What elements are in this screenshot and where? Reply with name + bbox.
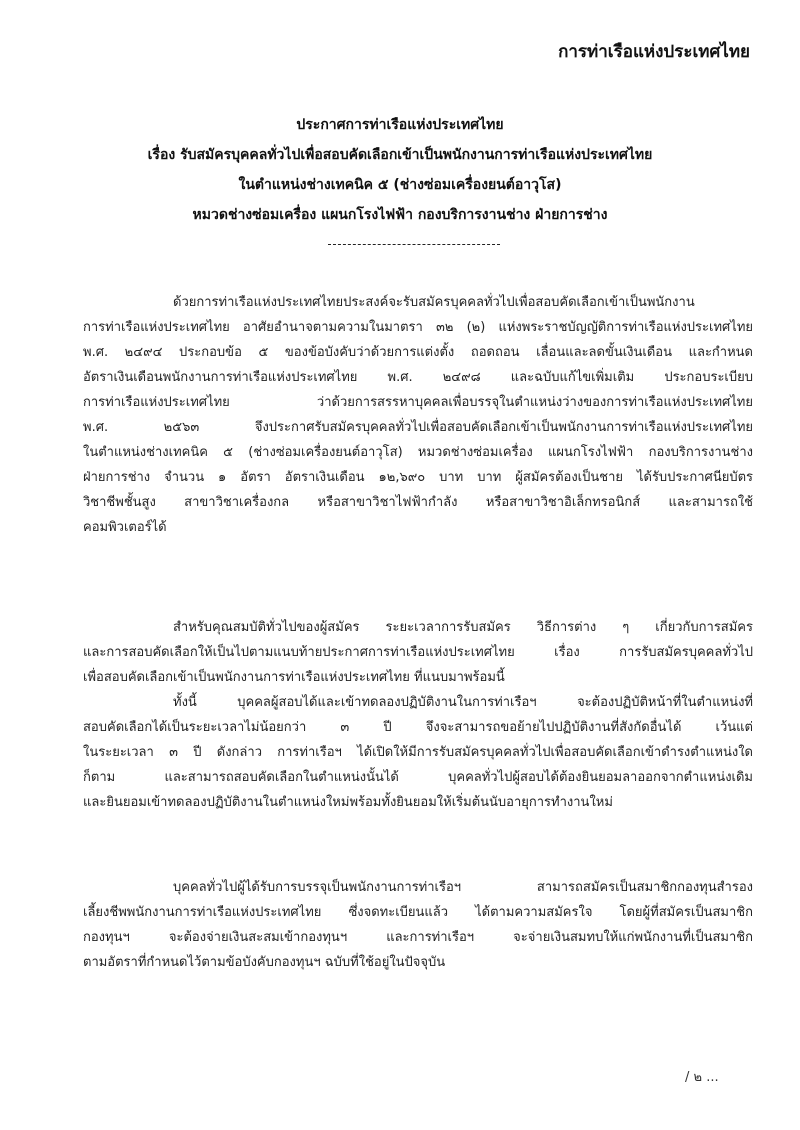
paragraph-line: ทั้งนี้ บุคคลผู้สอบได้และเข้าทดลองปฏิบัติงานในการท่าเรือฯ จะต้องปฏิบัติหน้าที่ในตำแหน่งที่ bbox=[173, 695, 753, 710]
paragraph-line: อัตราเงินเดือนพนักงานการท่าเรือแห่งประเทศไทย พ.ศ. ๒๔๙๘ และฉบับแก้ไขเพิ่มเติม ประกอบระเบียบ bbox=[83, 370, 753, 385]
paragraph-line: ด้วยการท่าเรือแห่งประเทศไทยประสงค์จะรับสมัครบุคคลทั่วไปเพื่อสอบคัดเลือกเข้าเป็นพนักงาน bbox=[173, 295, 695, 310]
title-divider bbox=[328, 244, 500, 245]
paragraph-line: ในระยะเวลา ๓ ปี ดังกล่าว การท่าเรือฯ ได้เปิดให้มีการรับสมัครบุคคลทั่วไปเพื่อสอบคัดเลือกเข้าดำรงตำแหน่งใด bbox=[83, 745, 753, 760]
paragraph-line: เลี้ยงชีพพนักงานการท่าเรือแห่งประเทศไทย ซึ่งจดทะเบียนแล้ว ได้ตามความสมัครใจ โดยผู้ที่สมัครเป็นสมาชิก bbox=[83, 905, 753, 920]
paragraph-line: กองทุนฯ จะต้องจ่ายเงินสะสมเข้ากองทุนฯ และการท่าเรือฯ จะจ่ายเงินสมทบให้แก่พนักงานที่เป็นสมาชิก bbox=[83, 930, 753, 945]
paragraph-4 bbox=[83, 875, 753, 975]
paragraph-line: บุคคลทั่วไปผู้ได้รับการบรรจุเป็นพนักงานการท่าเรือฯ สามารถสมัครเป็นสมาชิกกองทุนสำรอง bbox=[173, 880, 753, 895]
paragraph-line: การท่าเรือแห่งประเทศไทย ว่าด้วยการสรรหาบุคคลเพื่อบรรจุในตำแหน่งว่างของการท่าเรือแห่งประเทศไทย bbox=[83, 395, 753, 410]
paragraph-line: และยินยอมเข้าทดลองปฏิบัติงานในตำแหน่งใหม่พร้อมทั้งยินยอมให้เริ่มต้นนับอายุการทำงานใหม่ bbox=[83, 795, 613, 810]
paragraph-line: เพื่อสอบคัดเลือกเข้าเป็นพนักงานการท่าเรือแห่งประเทศไทย ที่แนบมาพร้อมนี้ bbox=[83, 670, 505, 685]
page-continuation-marker: / ๒ ... bbox=[685, 1070, 719, 1085]
organization-header: การท่าเรือแห่งประเทศไทย bbox=[558, 42, 750, 62]
paragraph-line: ฝ่ายการช่าง จำนวน ๑ อัตรา อัตราเงินเดือน ๑๒,๖๙๐ บาท บาท ผู้สมัครต้องเป็นชาย ได้รับประกาศนียบัตร bbox=[83, 470, 753, 485]
paragraph-line: ตามอัตราที่กำหนดไว้ตามข้อบังคับกองทุนฯ ฉบับที่ใช้อยู่ในปัจจุบัน bbox=[83, 955, 446, 970]
paragraph-2 bbox=[83, 615, 753, 690]
paragraph-line: วิชาชีพชั้นสูง สาขาวิชาเครื่องกล หรือสาขาวิชาไฟฟ้ากำลัง หรือสาขาวิชาอิเล็กทรอนิกส์ และสามารถใช้ bbox=[83, 495, 753, 510]
paragraph-line: สอบคัดเลือกได้เป็นระยะเวลาไม่น้อยกว่า ๓ ปี จึงจะสามารถขอย้ายไปปฏิบัติงานที่สังกัดอื่นได้ เว้นแต่ bbox=[83, 720, 753, 735]
title-line-position: ในตำแหน่งช่างเทคนิค ๕ (ช่างซ่อมเครื่องยนต์อาวุโส) bbox=[238, 177, 562, 193]
paragraph-line: การท่าเรือแห่งประเทศไทย อาศัยอำนาจตามความในมาตรา ๓๒ (๒) แห่งพระราชบัญญัติการท่าเรือแห่งประเทศไทย bbox=[83, 320, 753, 335]
title-line-subject: เรื่อง รับสมัครบุคคลทั่วไปเพื่อสอบคัดเลือกเข้าเป็นพนักงานการท่าเรือแห่งประเทศไทย bbox=[147, 147, 653, 163]
title-line-heading: ประกาศการท่าเรือแห่งประเทศไทย bbox=[296, 117, 504, 133]
paragraph-1 bbox=[83, 290, 753, 540]
title-line-department: หมวดช่างซ่อมเครื่อง แผนกโรงไฟฟ้า กองบริการงานช่าง ฝ่ายการช่าง bbox=[192, 207, 608, 223]
paragraph-line: ก็ตาม และสามารถสอบคัดเลือกในตำแหน่งนั้นได้ บุคคลทั่วไปผู้สอบได้ต้องยินยอมลาออกจากตำแหน่งเดิม bbox=[83, 770, 753, 785]
announcement-title bbox=[0, 110, 800, 230]
paragraph-line: สำหรับคุณสมบัติทั่วไปของผู้สมัคร ระยะเวลาการรับสมัคร วิธีการต่าง ๆ เกี่ยวกับการสมัคร bbox=[173, 620, 753, 635]
paragraph-line: ในตำแหน่งช่างเทคนิค ๕ (ช่างซ่อมเครื่องยนต์อาวุโส) หมวดช่างซ่อมเครื่อง แผนกโรงไฟฟ้า กองบริการงานช่าง bbox=[83, 445, 753, 460]
paragraph-line: และการสอบคัดเลือกให้เป็นไปตามแนบท้ายประกาศการท่าเรือแห่งประเทศไทย เรื่อง การรับสมัครบุคคลทั่วไป bbox=[83, 645, 753, 660]
paragraph-3 bbox=[83, 690, 753, 815]
paragraph-line: พ.ศ. ๒๔๙๔ ประกอบข้อ ๕ ของข้อบังคับว่าด้วยการแต่งตั้ง ถอดถอน เลื่อนและลดขั้นเงินเดือน และกำหนด bbox=[83, 345, 753, 360]
paragraph-line: คอมพิวเตอร์ได้ bbox=[83, 520, 167, 535]
paragraph-line: พ.ศ. ๒๕๖๓ จึงประกาศรับสมัครบุคคลทั่วไปเพื่อสอบคัดเลือกเข้าเป็นพนักงานการท่าเรือแห่งประเทศไทย bbox=[83, 420, 753, 435]
